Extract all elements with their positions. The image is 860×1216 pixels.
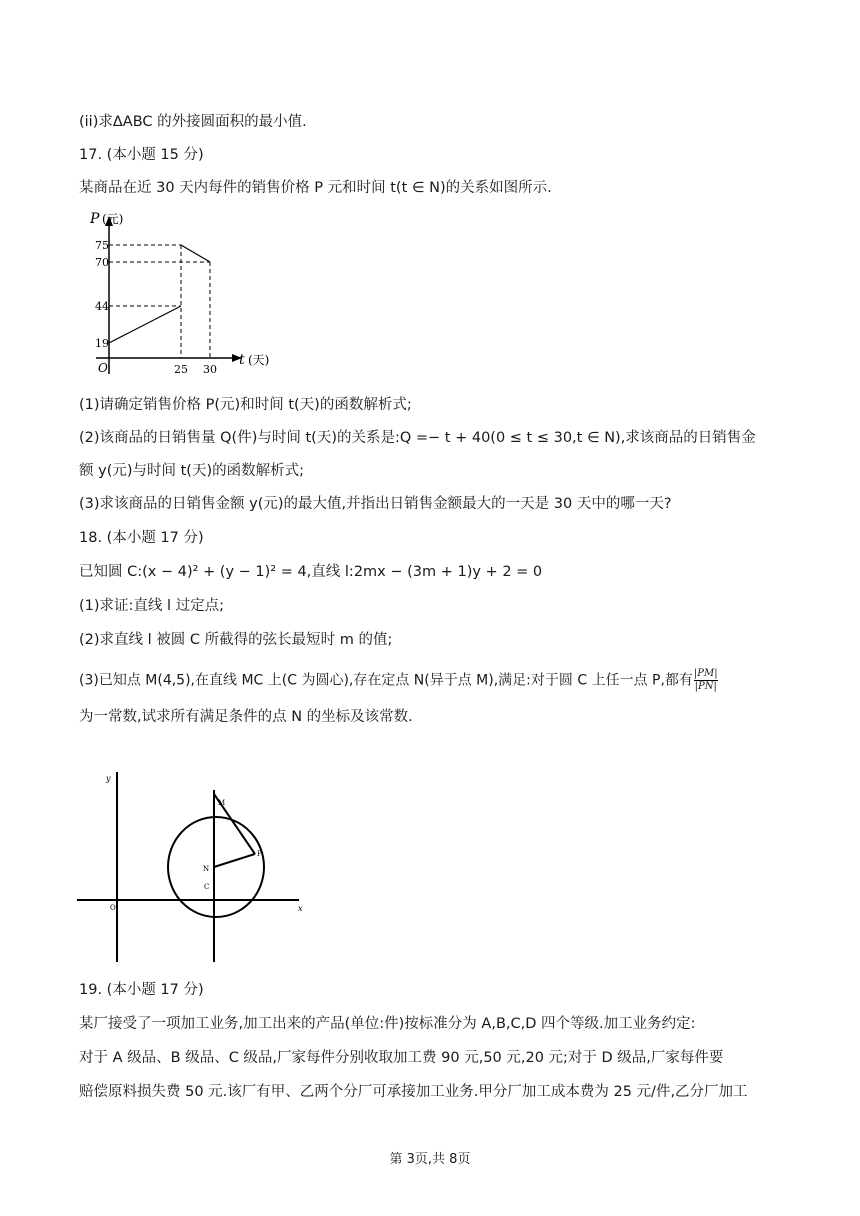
fraction-pm-pn — [694, 668, 718, 693]
y-tick-44: 44 — [95, 300, 109, 313]
q17-part2-cont: 额 y(元)与时间 t(天)的函数解析式; — [79, 463, 304, 479]
y-axis-label: P — [90, 211, 100, 227]
y-tick-19: 19 — [95, 337, 109, 350]
text-line-1: (ii)求ΔABC 的外接圆面积的最小值. — [79, 114, 307, 130]
problem-17-heading: 17. (本小题 15 分) — [79, 147, 204, 163]
fig2-label-y: y — [106, 774, 111, 783]
problem-19-line-1: 某厂接受了一项加工业务,加工出来的产品(单位:件)按标准分为 A,B,C,D 四个等级.加工业务约定: — [79, 1016, 696, 1032]
y-axis-unit: (元) — [102, 212, 124, 226]
q18-part3 — [79, 668, 718, 693]
q18-part2: (2)求直线 l 被圆 C 所截得的弦长最短时 m 的值; — [79, 632, 393, 648]
problem-17-statement: 某商品在近 30 天内每件的销售价格 P 元和时间 t(t ∈ N)的关系如图所示. — [79, 180, 552, 196]
fig2-label-x: x — [298, 904, 303, 913]
fig2-label-p: P — [257, 850, 262, 858]
x-axis-label: t — [239, 352, 245, 368]
fig2-label-o: O — [110, 904, 116, 912]
fig2-label-n: N — [203, 865, 210, 873]
origin-label: O — [98, 361, 108, 375]
problem-19-heading: 19. (本小题 17 分) — [79, 982, 204, 998]
x-tick-30: 30 — [203, 363, 217, 376]
problem-19-line-3: 赔偿原料损失费 50 元.该厂有甲、乙两个分厂可承接加工业务.甲分厂加工成本费为 25 元/件,乙分厂加工 — [79, 1084, 748, 1100]
fraction-den: |PN| — [694, 681, 717, 692]
problem-19-line-2: 对于 A 级品、B 级品、C 级品,厂家每件分别收取加工费 90 元,50 元,20 元;对于 D 级品,厂家每件要 — [79, 1050, 724, 1066]
x-tick-25: 25 — [174, 363, 188, 376]
q17-part1: (1)请确定销售价格 P(元)和时间 t(天)的函数解析式; — [79, 397, 412, 413]
segment-0-25 — [109, 306, 181, 343]
q18-part1: (1)求证:直线 l 过定点; — [79, 598, 225, 614]
q18-part3-text: (3)已知点 M(4,5),在直线 MC 上(C 为圆心),存在定点 N(异于点 M),满足:对于圆 C 上任一点 P,都有 — [79, 672, 693, 689]
x-axis-unit: (天) — [248, 353, 270, 367]
q17-part3: (3)求该商品的日销售金额 y(元)的最大值,并指出日销售金额最大的一天是 30 天中的哪一天? — [79, 496, 672, 512]
y-tick-70: 70 — [95, 256, 109, 269]
fraction-num: |PM| — [693, 668, 718, 679]
fig2-label-m: M — [218, 799, 226, 807]
y-tick-75: 75 — [95, 239, 109, 252]
problem-18-heading: 18. (本小题 17 分) — [79, 530, 204, 546]
segment-np — [214, 854, 255, 867]
q17-part2: (2)该商品的日销售量 Q(件)与时间 t(天)的关系是:Q =− t + 40(0 ≤ t ≤ 30,t ∈ N),求该商品的日销售金 — [79, 430, 756, 446]
price-time-chart — [76, 206, 276, 381]
circle-diagram — [77, 772, 309, 964]
q18-part3-cont: 为一常数,试求所有满足条件的点 N 的坐标及该常数. — [79, 709, 413, 725]
segment-25-30 — [181, 245, 210, 262]
page-footer: 第 3页,共 8页 — [389, 1152, 471, 1167]
problem-18-statement: 已知圆 C:(x − 4)² + (y − 1)² = 4,直线 l:2mx − (3m + 1)y + 2 = 0 — [79, 564, 543, 580]
fig2-label-c: C — [204, 883, 210, 891]
